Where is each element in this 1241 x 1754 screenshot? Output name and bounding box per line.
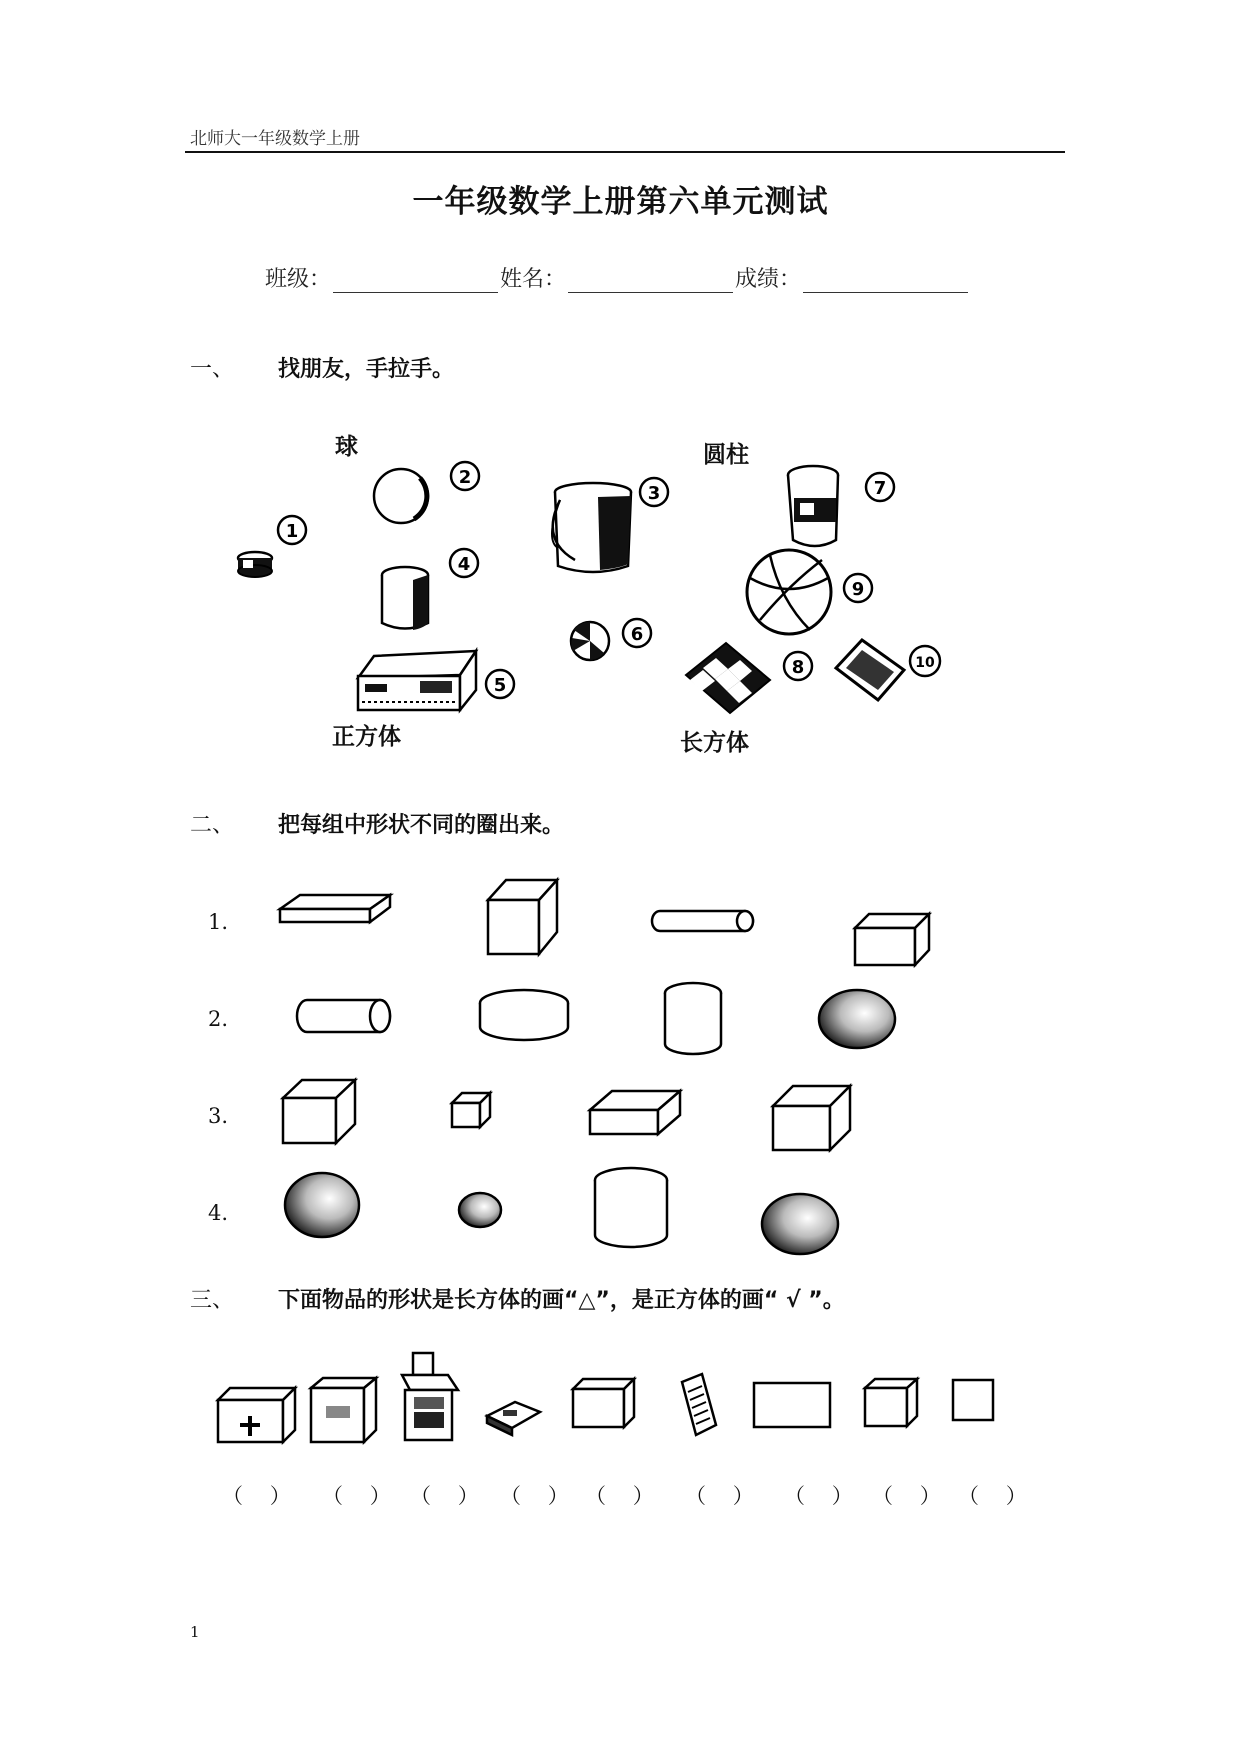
label-cylinder: 圆柱	[703, 442, 749, 468]
svg-text:3: 3	[647, 483, 661, 504]
row-3-number: 3.	[208, 1104, 229, 1128]
score-label: 成绩：	[735, 267, 802, 292]
item-first-aid-box	[218, 1388, 295, 1442]
row-2-number: 2.	[208, 1007, 229, 1031]
svg-text:10: 10	[915, 655, 935, 671]
answer-paren-1[interactable]: （ ）	[222, 1484, 291, 1508]
answer-paren-2[interactable]: （ ）	[322, 1484, 391, 1508]
svg-text:6: 6	[630, 624, 644, 645]
section-2-instruction: 把每组中形状不同的圈出来。	[278, 813, 565, 838]
item-tissue-box	[402, 1353, 458, 1440]
answer-paren-9[interactable]: （ ）	[958, 1484, 1027, 1508]
label-ball: 球	[335, 434, 358, 460]
answer-paren-6[interactable]: （ ）	[685, 1484, 754, 1508]
item-book	[682, 1374, 716, 1435]
svg-text:7: 7	[873, 478, 887, 499]
row-1-number: 1.	[208, 910, 229, 934]
running-header: 北师大一年级数学上册	[190, 129, 360, 149]
item-eraser	[487, 1402, 540, 1435]
item-pen-box	[311, 1378, 376, 1442]
section-3-number: 三、	[190, 1288, 235, 1313]
answer-paren-3[interactable]: （ ）	[410, 1484, 479, 1508]
answer-paren-4[interactable]: （ ）	[500, 1484, 569, 1508]
svg-text:8: 8	[791, 657, 805, 678]
svg-text:9: 9	[851, 579, 865, 600]
class-label: 班级：	[265, 267, 332, 292]
answer-paren-8[interactable]: （ ）	[872, 1484, 941, 1508]
item-rectangle	[754, 1383, 830, 1427]
svg-text:4: 4	[457, 554, 471, 575]
label-cube: 正方体	[332, 724, 401, 750]
svg-text:1: 1	[285, 521, 299, 542]
row-4-number: 4.	[208, 1201, 229, 1225]
label-cuboid: 长方体	[680, 730, 749, 756]
section-1-number: 一、	[190, 357, 235, 382]
svg-text:2: 2	[458, 467, 472, 488]
section-3-instruction: 下面物品的形状是长方体的画“△”，是正方体的画“ √ ”。	[278, 1288, 845, 1313]
item-cube	[865, 1379, 917, 1426]
name-label: 姓名：	[500, 267, 567, 292]
item-square	[953, 1380, 993, 1420]
section-1-instruction: 找朋友，手拉手。	[278, 357, 455, 382]
item-box-plain	[573, 1379, 634, 1427]
section-2-number: 二、	[190, 813, 235, 838]
page-number: 1	[190, 1623, 200, 1641]
answer-paren-7[interactable]: （ ）	[784, 1484, 853, 1508]
svg-text:5: 5	[493, 675, 507, 696]
page-title: 一年级数学上册第六单元测试	[412, 184, 829, 220]
answer-paren-5[interactable]: （ ）	[585, 1484, 654, 1508]
